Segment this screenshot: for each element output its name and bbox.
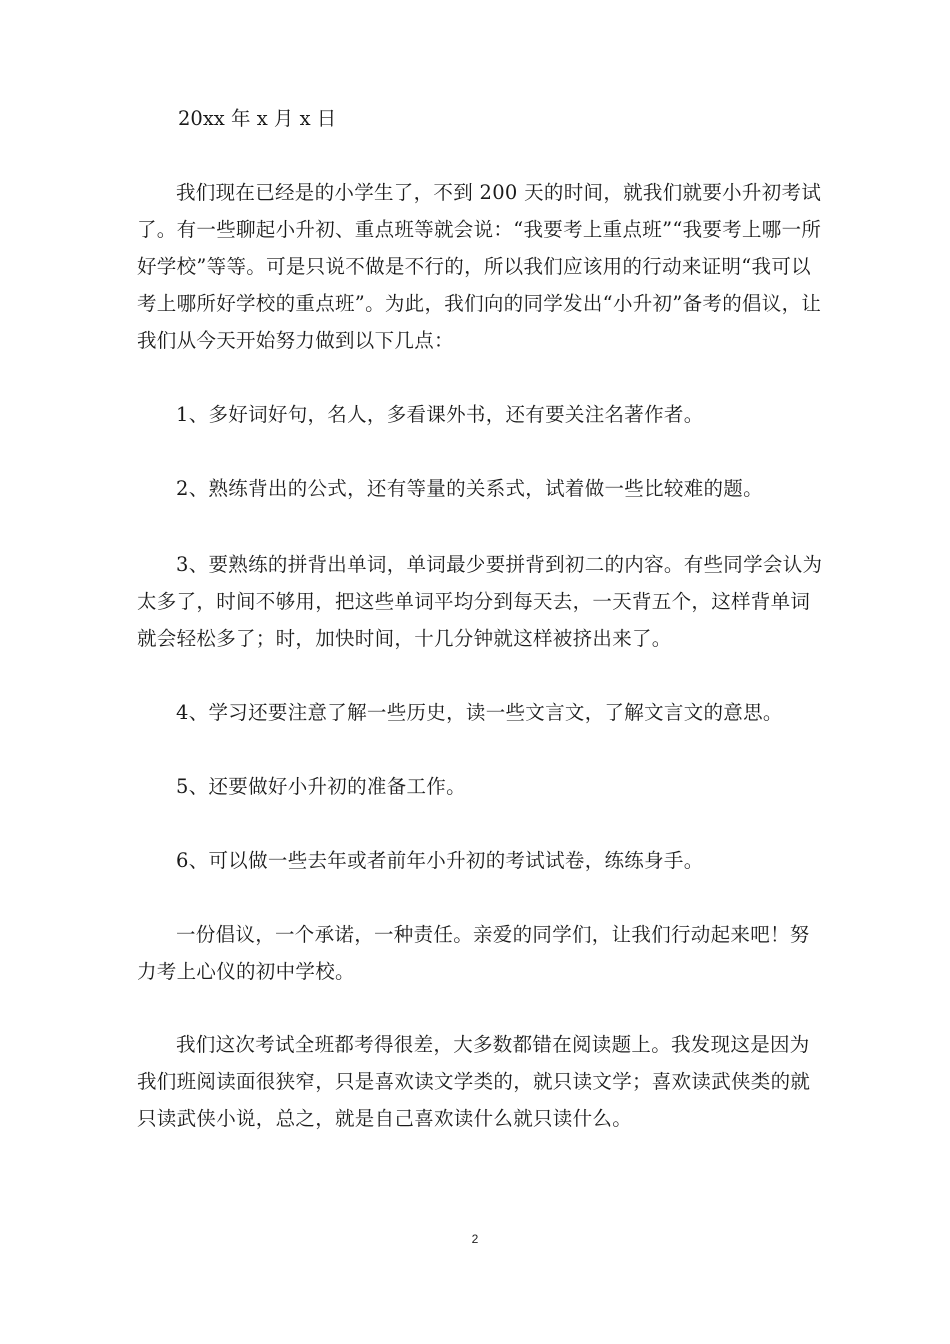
intro-paragraph: 我们现在已经是的小学生了，不到 200 天的时间，就我们就要小升初考试了。有一些聊起小升初、重点班等就会说：“我要考上重点班”“我要考上哪一所好学校”等等。可是只说不做是不行的，所以我们应该用的行动来证明“我可以考上哪所好学校的重点班”。为此，我们向的同学发出“小升初”备考的倡议，让我们从今天开始努力做到以下几点： [137,181,822,352]
closing-paragraph: 一份倡议，一个承诺，一种责任。亲爱的同学们，让我们行动起来吧！努力考上心仪的初中学校。 [137,923,810,983]
list-item-3: 3、要熟练的拼背出单词，单词最少要拼背到初二的内容。有些同学会认为太多了，时间不够用，把这些单词平均分到每天去，一天背五个，这样背单词就会轻松多了；时，加快时间，十几分钟就这样被挤出来了。 [137,553,823,650]
page-number: 2 [471,1232,479,1246]
list-item-6: 6、可以做一些去年或者前年小升初的考试试卷，练练身手。 [176,849,704,872]
list-item-5: 5、还要做好小升初的准备工作。 [176,775,466,798]
reflection-paragraph: 我们这次考试全班都考得很差，大多数都错在阅读题上。我发现这是因为我们班阅读面很狭窄，只是喜欢读文学类的，就只读文学；喜欢读武侠类的就只读武侠小说，总之，就是自己喜欢读什么就只读什么。 [137,1033,811,1130]
list-item-1: 1、多好词好句，名人，多看课外书，还有要关注名著作者。 [176,403,704,426]
date-line: 20xx 年 x 月 x 日 [178,107,337,130]
list-item-4: 4、学习还要注意了解一些历史，读一些文言文，了解文言文的意思。 [176,701,783,724]
list-item-2: 2、熟练背出的公式，还有等量的关系式，试着做一些比较难的题。 [176,477,763,500]
